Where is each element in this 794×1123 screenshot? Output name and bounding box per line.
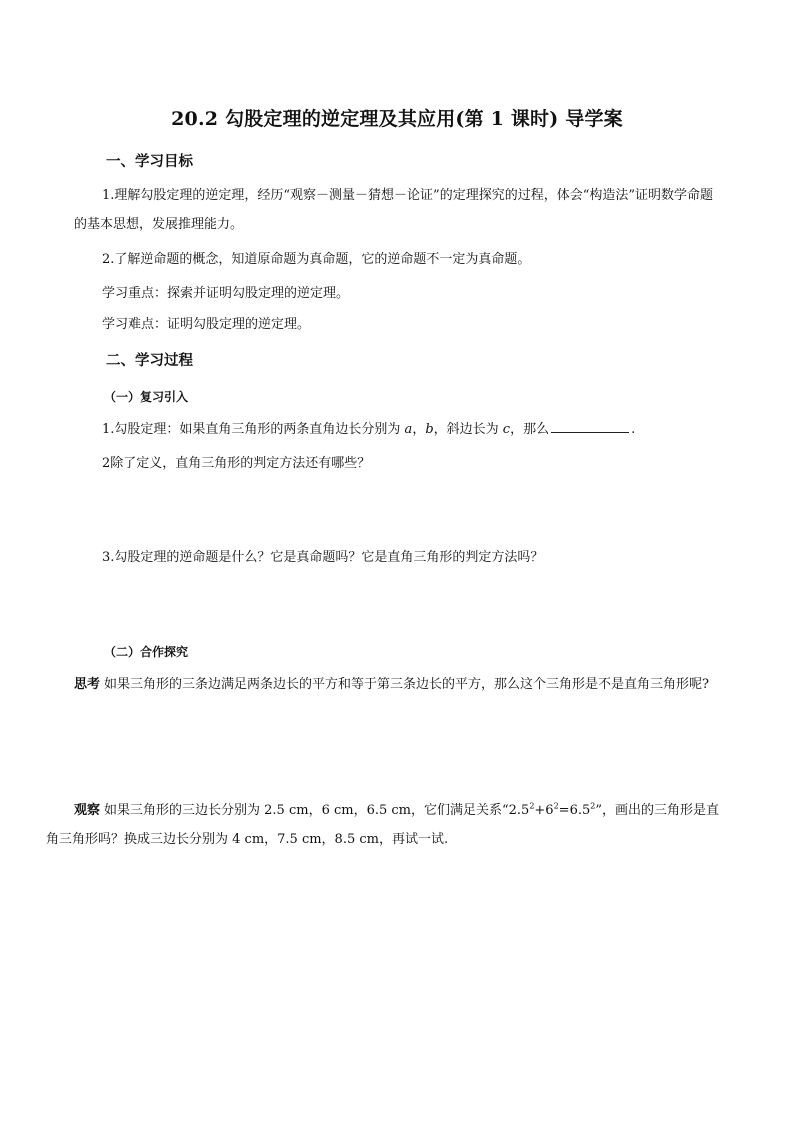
- observe-paragraph: [46, 796, 724, 854]
- section-heading-process: 二、学习过程: [106, 352, 193, 369]
- question-1-mid: ，斜边长为: [433, 422, 503, 437]
- question-1-suffix: ，那么: [510, 422, 550, 437]
- goal-1: [74, 181, 724, 239]
- question-3: 3.勾股定理的逆命题是什么？它是真命题吗？它是直角三角形的判定方法吗？: [102, 550, 544, 565]
- question-1-end: .: [631, 422, 636, 437]
- answer-blank[interactable]: [551, 418, 629, 433]
- observe-text-1: 如果三角形的三边长分别为 2.5 cm，6 cm，6.5 cm，它们满足关系“2.5: [104, 803, 530, 818]
- observe-text-4: ”，画出的三角形是直角三角形吗？换成三边长分别为 4 cm，7.5 cm，8.5 cm，再试一试.: [46, 803, 719, 847]
- observe-sup-1: 2: [529, 801, 535, 811]
- question-2: 2除了定义，直角三角形的判定方法还有哪些？: [102, 456, 371, 471]
- observe-text-2: +6: [534, 803, 554, 818]
- difficulty: 学习难点：证明勾股定理的逆定理。: [102, 317, 311, 332]
- var-c: c: [502, 422, 511, 437]
- goal-1-text: 1.理解勾股定理的逆定理，经历“观察－测量－猜想－论证”的定理探究的过程，体会“构造法”证明数学命题的基本思想，发展推理能力。: [74, 188, 713, 232]
- think-text: 如果三角形的三条边满足两条边长的平方和等于第三条边长的平方，那么这个三角形是不是直角三角形呢?: [104, 677, 709, 692]
- observe-sup-2: 2: [553, 801, 559, 811]
- observe-label: 观察: [74, 803, 101, 818]
- sep-1: ，: [412, 422, 426, 437]
- subheading-review: （一）复习引入: [104, 390, 189, 404]
- question-1: [102, 415, 724, 444]
- subheading-explore: （二）合作探究: [104, 645, 189, 659]
- document-title: 20.2 勾股定理的逆定理及其应用(第 1 课时) 导学案: [171, 108, 623, 130]
- section-heading-goals: 一、学习目标: [106, 153, 193, 170]
- observe-sup-3: 2: [590, 801, 596, 811]
- think-label: 思考: [74, 677, 101, 692]
- key-point: 学习重点：探索并证明勾股定理的逆定理。: [102, 286, 350, 301]
- question-1-prefix: 1.勾股定理：如果直角三角形的两条直角边长分别为: [102, 422, 405, 437]
- think-paragraph: [74, 670, 724, 699]
- var-a: a: [404, 422, 413, 437]
- goal-2: 2.了解逆命题的概念，知道原命题为真命题，它的逆命题不一定为真命题。: [102, 252, 531, 267]
- var-b: b: [425, 422, 434, 437]
- observe-text-3: =6.5: [558, 803, 591, 818]
